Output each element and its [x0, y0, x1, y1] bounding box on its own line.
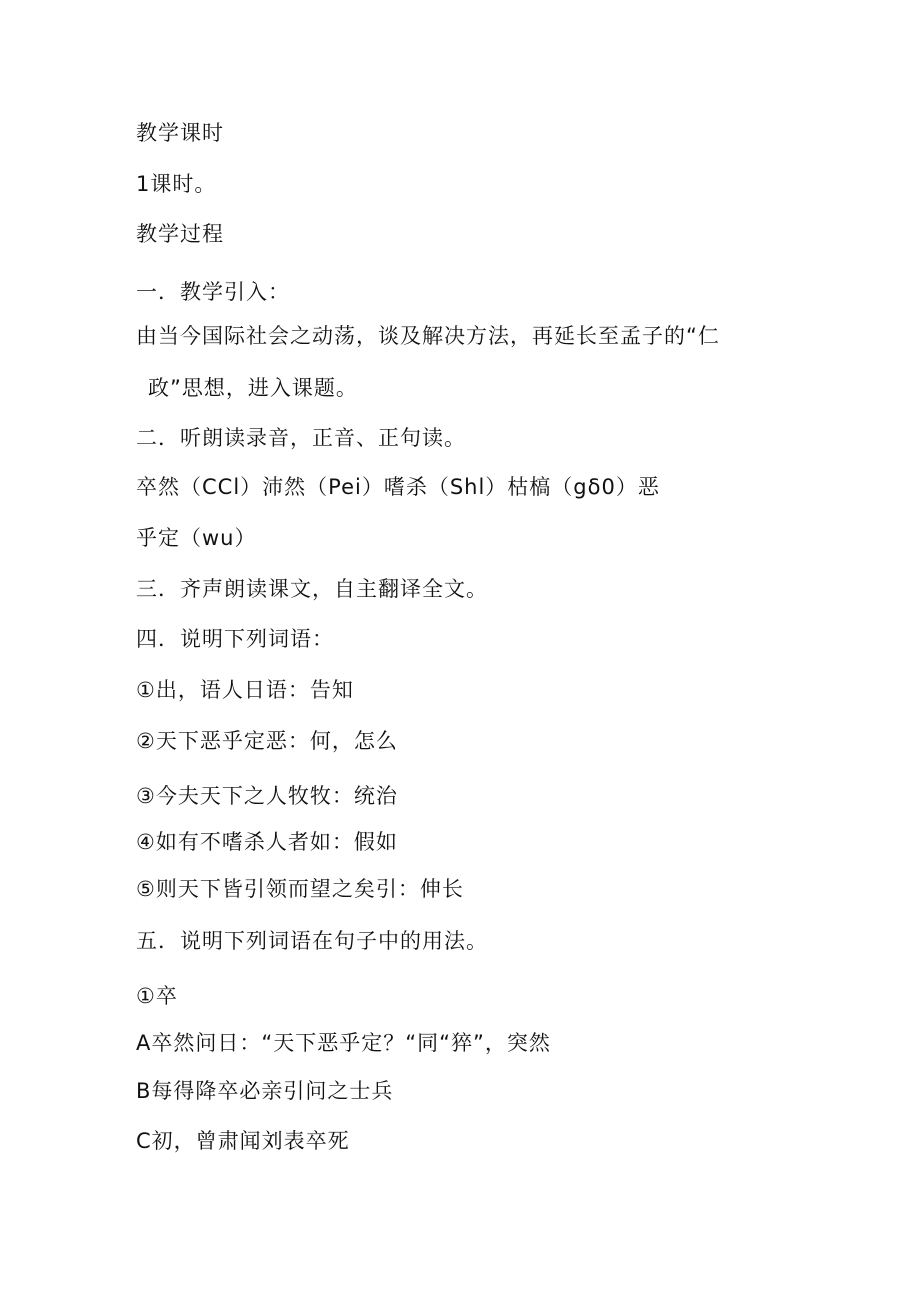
vocabulary-item: ②天下恶乎定恶：何，怎么 [136, 729, 398, 753]
section-3-title: 三．齐声朗读课文，自主翻译全文。 [136, 577, 488, 601]
usage-example: C初，曾肃闻刘表卒死 [136, 1129, 350, 1153]
pronunciation-line: 卒然（CCl）沛然（Pei）嗜杀（Shl）枯槁（gδ0）恶 [136, 475, 660, 499]
section-1-title: 一．教学引入： [136, 280, 290, 304]
vocabulary-item: ④如有不嗜杀人者如：假如 [136, 830, 398, 854]
section-2-title: 二．听朗读录音，正音、正句读。 [136, 426, 466, 450]
heading-teaching-hours: 教学课时 [136, 121, 224, 145]
usage-example: B每得降卒必亲引问之士兵 [136, 1079, 394, 1103]
vocabulary-item: ③今夫天下之人牧牧：统治 [136, 784, 398, 808]
usage-item: ①卒 [136, 984, 178, 1008]
pronunciation-line: 乎定（wu） [136, 526, 257, 550]
heading-teaching-process: 教学过程 [136, 222, 224, 246]
section-4-title: 四．说明下列词语： [136, 627, 334, 651]
usage-example: A卒然问日：“天下恶乎定？“同“猝”，突然 [136, 1031, 551, 1055]
paragraph-line: 由当今国际社会之动荡，谈及解决方法，再延长至孟子的“仁 [136, 324, 720, 348]
vocabulary-item: ⑤则天下皆引领而望之矣引：伸长 [136, 877, 464, 901]
text-one-class-hour: 1课时。 [136, 172, 217, 196]
vocabulary-item: ①出，语人日语：告知 [136, 678, 354, 702]
paragraph-line: 政”思想，进入课题。 [148, 376, 358, 400]
section-5-title: 五．说明下列词语在句子中的用法。 [136, 929, 488, 953]
